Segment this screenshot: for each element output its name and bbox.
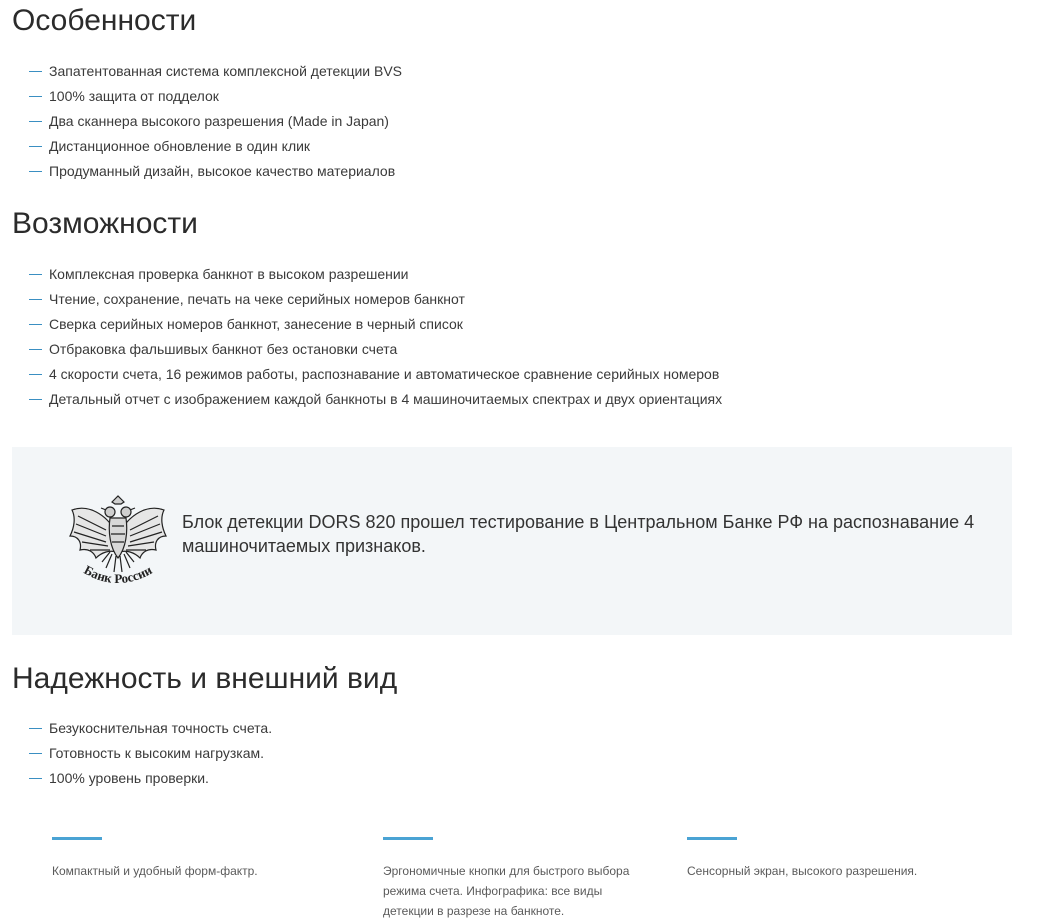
list-item xyxy=(29,741,272,766)
list-item-text: Сверка серийных номеров банкнот, занесение в черный список xyxy=(49,316,463,332)
list-item xyxy=(29,262,722,287)
dash-icon xyxy=(29,728,42,729)
dash-icon xyxy=(29,121,42,122)
dash-icon xyxy=(29,374,42,375)
list-item-text: Комплексная проверка банкнот в высоком разрешении xyxy=(49,266,409,282)
list-item xyxy=(29,312,722,337)
bank-of-russia-logo-text xyxy=(66,561,170,601)
dash-icon xyxy=(29,96,42,97)
dash-icon xyxy=(29,274,42,275)
dash-icon xyxy=(29,71,42,72)
list-item-text: 4 скорости счета, 16 режимов работы, распознавание и автоматическое сравнение серийных номеров xyxy=(49,366,720,382)
dash-icon xyxy=(29,349,42,350)
list-item-text: Готовность к высоким нагрузкам. xyxy=(49,745,265,761)
list-item xyxy=(29,84,402,109)
list-item-text: 100% уровень проверки. xyxy=(49,770,209,786)
feature-text: Компактный и удобный форм-фактр. xyxy=(52,864,258,878)
list-item-text: Два сканнера высокого разрешения (Made in Japan) xyxy=(49,113,389,129)
list-item xyxy=(29,59,402,84)
list-item xyxy=(29,387,722,412)
dash-icon xyxy=(29,753,42,754)
features-title: Особенности xyxy=(12,4,197,37)
list-item-text: Запатентованная система комплексной детекции BVS xyxy=(49,63,403,79)
dash-icon xyxy=(29,399,42,400)
accent-bar xyxy=(52,837,102,840)
list-item-text: Чтение, сохранение, печать на чеке серийных номеров банкнот xyxy=(49,291,465,307)
list-item-text: Детальный отчет с изображением каждой банкноты в 4 машиночитаемых спектрах и двух ориентациях xyxy=(49,391,723,407)
list-item xyxy=(29,716,272,741)
reliability-title: Надежность и внешний вид xyxy=(12,662,398,695)
list-item xyxy=(29,109,402,134)
feature-column-1 xyxy=(52,837,312,881)
reliability-list xyxy=(29,716,272,791)
feature-text: Сенсорный экран, высокого разрешения. xyxy=(687,864,918,878)
dash-icon xyxy=(29,299,42,300)
accent-bar xyxy=(383,837,433,840)
list-item-text: Дистанционное обновление в один клик xyxy=(49,138,311,154)
svg-text:Банк России xyxy=(82,562,155,586)
feature-column-2 xyxy=(383,837,648,921)
list-item-text: Отбраковка фальшивых банкнот без остановки счета xyxy=(49,341,398,357)
dash-icon xyxy=(29,324,42,325)
list-item xyxy=(29,337,722,362)
list-item xyxy=(29,134,402,159)
feature-text: Эргономичные кнопки для быстрого выбора режима счета. Инфографика: все виды детекции в разрезе на банкноте. xyxy=(383,864,630,918)
list-item xyxy=(29,362,722,387)
capabilities-list xyxy=(29,262,722,412)
central-bank-text: Блок детекции DORS 820 прошел тестирование в Центральном Банке РФ на распознавание 4 машиночитаемых признаков. xyxy=(182,512,975,556)
list-item xyxy=(29,159,402,184)
dash-icon xyxy=(29,171,42,172)
dash-icon xyxy=(29,146,42,147)
list-item-text: Продуманный дизайн, высокое качество материалов xyxy=(49,163,396,179)
list-item-text: 100% защита от подделок xyxy=(49,88,219,104)
list-item xyxy=(29,287,722,312)
capabilities-title: Возможности xyxy=(12,207,198,240)
features-list xyxy=(29,59,402,184)
dash-icon xyxy=(29,778,42,779)
accent-bar xyxy=(687,837,737,840)
central-bank-block xyxy=(12,447,1012,635)
list-item xyxy=(29,766,272,791)
feature-column-3 xyxy=(687,837,967,881)
bank-of-russia-label: Банк России xyxy=(81,562,155,587)
list-item-text: Безукоснительная точность счета. xyxy=(49,720,273,736)
